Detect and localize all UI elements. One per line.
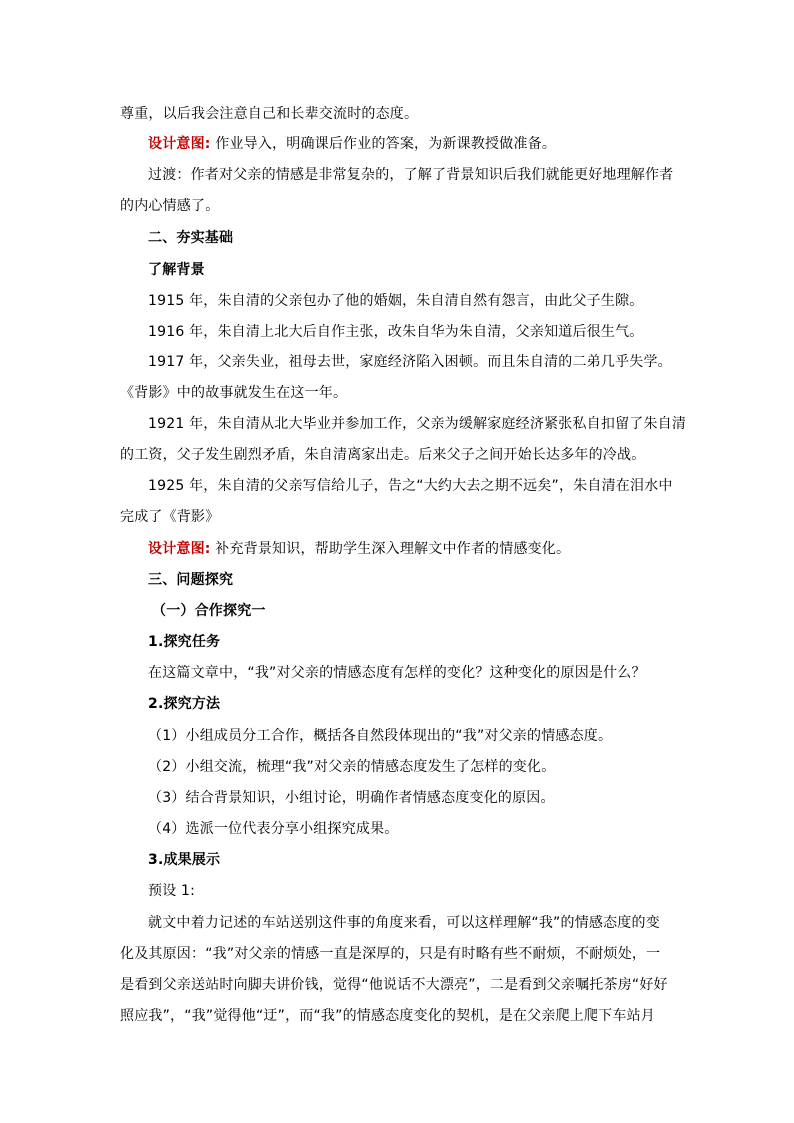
- section-heading-2: 二、夯实基础: [148, 230, 234, 246]
- method-item-1: （1）小组成员分工合作，概括各自然段体现出的“我”对父亲的情感态度。: [148, 728, 613, 744]
- method-item-4: （4）选派一位代表分享小组探究成果。: [148, 821, 399, 837]
- sub-heading-background: 了解背景: [148, 262, 205, 278]
- result-line-3: 是看到父亲送站时向脚夫讲价钱，觉得“他说话不大漂亮”，二是看到父亲嘱托茶房“好好: [120, 977, 668, 993]
- section-heading-3: 三、问题探究: [148, 572, 234, 588]
- result-title: 3.成果展示: [148, 852, 221, 868]
- design-intent-1: [148, 134, 680, 154]
- transition-line-2: 的内心情感了。: [120, 198, 220, 214]
- background-1921-line-2: 的工资，父子发生剧烈矛盾，朱自清离家出走。后来父子之间开始长达多年的冷战。: [120, 447, 646, 463]
- design-intent-text: 作业导入，明确课后作业的答案，为新课教授做准备。: [210, 136, 557, 152]
- result-line-1: 就文中着力记述的车站送别这件事的角度来看，可以这样理解“我”的情感态度的变: [148, 915, 660, 931]
- design-intent-text: 补充背景知识，帮助学生深入理解文中作者的情感变化。: [210, 541, 571, 557]
- method-item-3: （3）结合背景知识，小组讨论，明确作者情感态度变化的原因。: [148, 790, 555, 806]
- paragraph-continuation: 尊重，以后我会注意自己和长辈交流时的态度。: [120, 106, 419, 122]
- background-1925-line-2: 完成了《背影》: [120, 509, 220, 525]
- task-title: 1.探究任务: [148, 634, 221, 650]
- background-1925-line-1: 1925 年，朱自清的父亲写信给儿子，告之“大约大去之期不远矣”，朱自清在泪水中: [148, 478, 673, 494]
- method-item-2: （2）小组交流，梳理“我”对父亲的情感态度发生了怎样的变化。: [148, 759, 556, 775]
- design-intent-2: [148, 539, 680, 559]
- background-1916: 1916 年，朱自清上北大后自作主张，改朱自华为朱自清，父亲知道后很生气。: [148, 324, 644, 340]
- design-intent-label: 设计意图:: [148, 541, 211, 557]
- background-1915: 1915 年，朱自清的父亲包办了他的婚姻，朱自清自然有怨言，由此父子生隙。: [148, 293, 644, 309]
- transition-line-1: 过渡：作者对父亲的情感是非常复杂的，了解了背景知识后我们就能更好地理解作者: [148, 167, 674, 183]
- preset-label: 预设 1:: [148, 883, 196, 899]
- result-line-4: 照应我”，“我”觉得他“迂”，而“我”的情感态度变化的契机，是在父亲爬上爬下车站月: [120, 1008, 655, 1024]
- design-intent-label: 设计意图:: [148, 136, 211, 152]
- method-title: 2.探究方法: [148, 696, 221, 712]
- background-1917-line-2: 《背影》中的故事就发生在这一年。: [120, 385, 348, 401]
- task-text: 在这篇文章中，“我”对父亲的情感态度有怎样的变化？这种变化的原因是什么？: [148, 665, 646, 681]
- background-1921-line-1: 1921 年，朱自清从北大毕业并参加工作，父亲为缓解家庭经济紧张私自扣留了朱自清: [148, 416, 687, 432]
- sub-heading-cooperation: （一）合作探究一: [152, 603, 266, 619]
- background-1917-line-1: 1917 年，父亲失业，祖母去世，家庭经济陷入困顿。而且朱自清的二弟几乎失学。: [148, 354, 672, 370]
- result-line-2: 化及其原因：“我”对父亲的情感一直是深厚的，只是有时略有些不耐烦，不耐烦处，一: [120, 946, 661, 962]
